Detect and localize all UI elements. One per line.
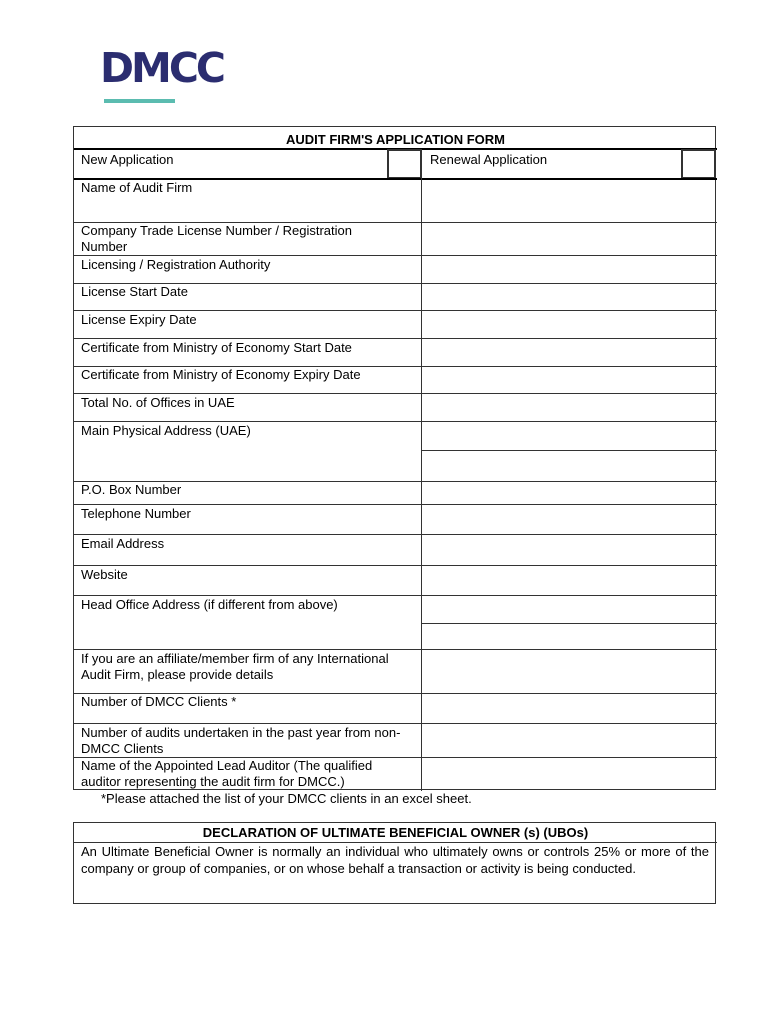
row-divider bbox=[74, 649, 717, 650]
row-divider bbox=[421, 623, 717, 624]
row-label: Number of DMCC Clients * bbox=[81, 694, 237, 709]
column-divider bbox=[421, 149, 422, 791]
row-label: Licensing / Registration Authority bbox=[81, 257, 271, 272]
row-label: Website bbox=[81, 567, 128, 582]
row-label: Total No. of Offices in UAE bbox=[81, 395, 235, 410]
row-label: Certificate from Ministry of Economy Start Date bbox=[81, 340, 352, 355]
row-label: Company Trade License Number / Registration Number bbox=[81, 223, 352, 254]
row-divider bbox=[74, 595, 717, 596]
row-divider bbox=[74, 534, 717, 535]
row-label: Number of audits undertaken in the past year from non-DMCC Clients bbox=[81, 725, 401, 756]
row-label: Certificate from Ministry of Economy Expiry Date bbox=[81, 367, 361, 382]
row-label: Name of the Appointed Lead Auditor (The qualified auditor representing the audit firm for DMCC.) bbox=[81, 758, 373, 789]
logo-text: DMCC bbox=[100, 44, 224, 92]
row-divider bbox=[74, 723, 717, 724]
new-application-checkbox[interactable] bbox=[387, 149, 422, 179]
row-label: Telephone Number bbox=[81, 506, 191, 521]
row-divider bbox=[421, 450, 717, 451]
row-divider bbox=[74, 504, 717, 505]
row-label: Name of Audit Firm bbox=[81, 180, 193, 195]
row-divider bbox=[74, 565, 717, 566]
row-label: If you are an affiliate/member firm of any International Audit Firm, please provide details bbox=[81, 651, 389, 682]
row-divider bbox=[74, 310, 717, 311]
row-divider bbox=[74, 393, 717, 394]
row-label: Email Address bbox=[81, 536, 165, 551]
row-label: License Start Date bbox=[81, 284, 188, 299]
new-application-label: New Application bbox=[81, 152, 174, 167]
dmcc-logo bbox=[100, 44, 250, 106]
declaration-title: DECLARATION OF ULTIMATE BENEFICIAL OWNER (s) (UBOs) bbox=[202, 825, 589, 840]
renewal-application-checkbox[interactable] bbox=[681, 149, 716, 179]
row-divider bbox=[74, 255, 717, 256]
row-divider bbox=[74, 338, 717, 339]
form-title: AUDIT FIRM'S APPLICATION FORM bbox=[285, 132, 506, 147]
row-label: Main Physical Address (UAE) bbox=[81, 423, 251, 438]
renewal-application-label: Renewal Application bbox=[430, 152, 548, 167]
application-form bbox=[73, 126, 716, 790]
declaration-body: An Ultimate Beneficial Owner is normally an individual who ultimately owns or controls 25% or more of the company or group of companies, or on whose behalf a transaction or activity is being conducted. bbox=[81, 844, 709, 876]
row-divider bbox=[74, 421, 717, 422]
row-label: License Expiry Date bbox=[81, 312, 197, 327]
row-label: P.O. Box Number bbox=[81, 482, 182, 497]
clients-note: *Please attached the list of your DMCC clients in an excel sheet. bbox=[101, 791, 472, 806]
logo-accent-bar bbox=[104, 99, 175, 103]
ubo-declaration bbox=[73, 822, 716, 904]
row-label: Head Office Address (if different from above) bbox=[81, 597, 338, 612]
